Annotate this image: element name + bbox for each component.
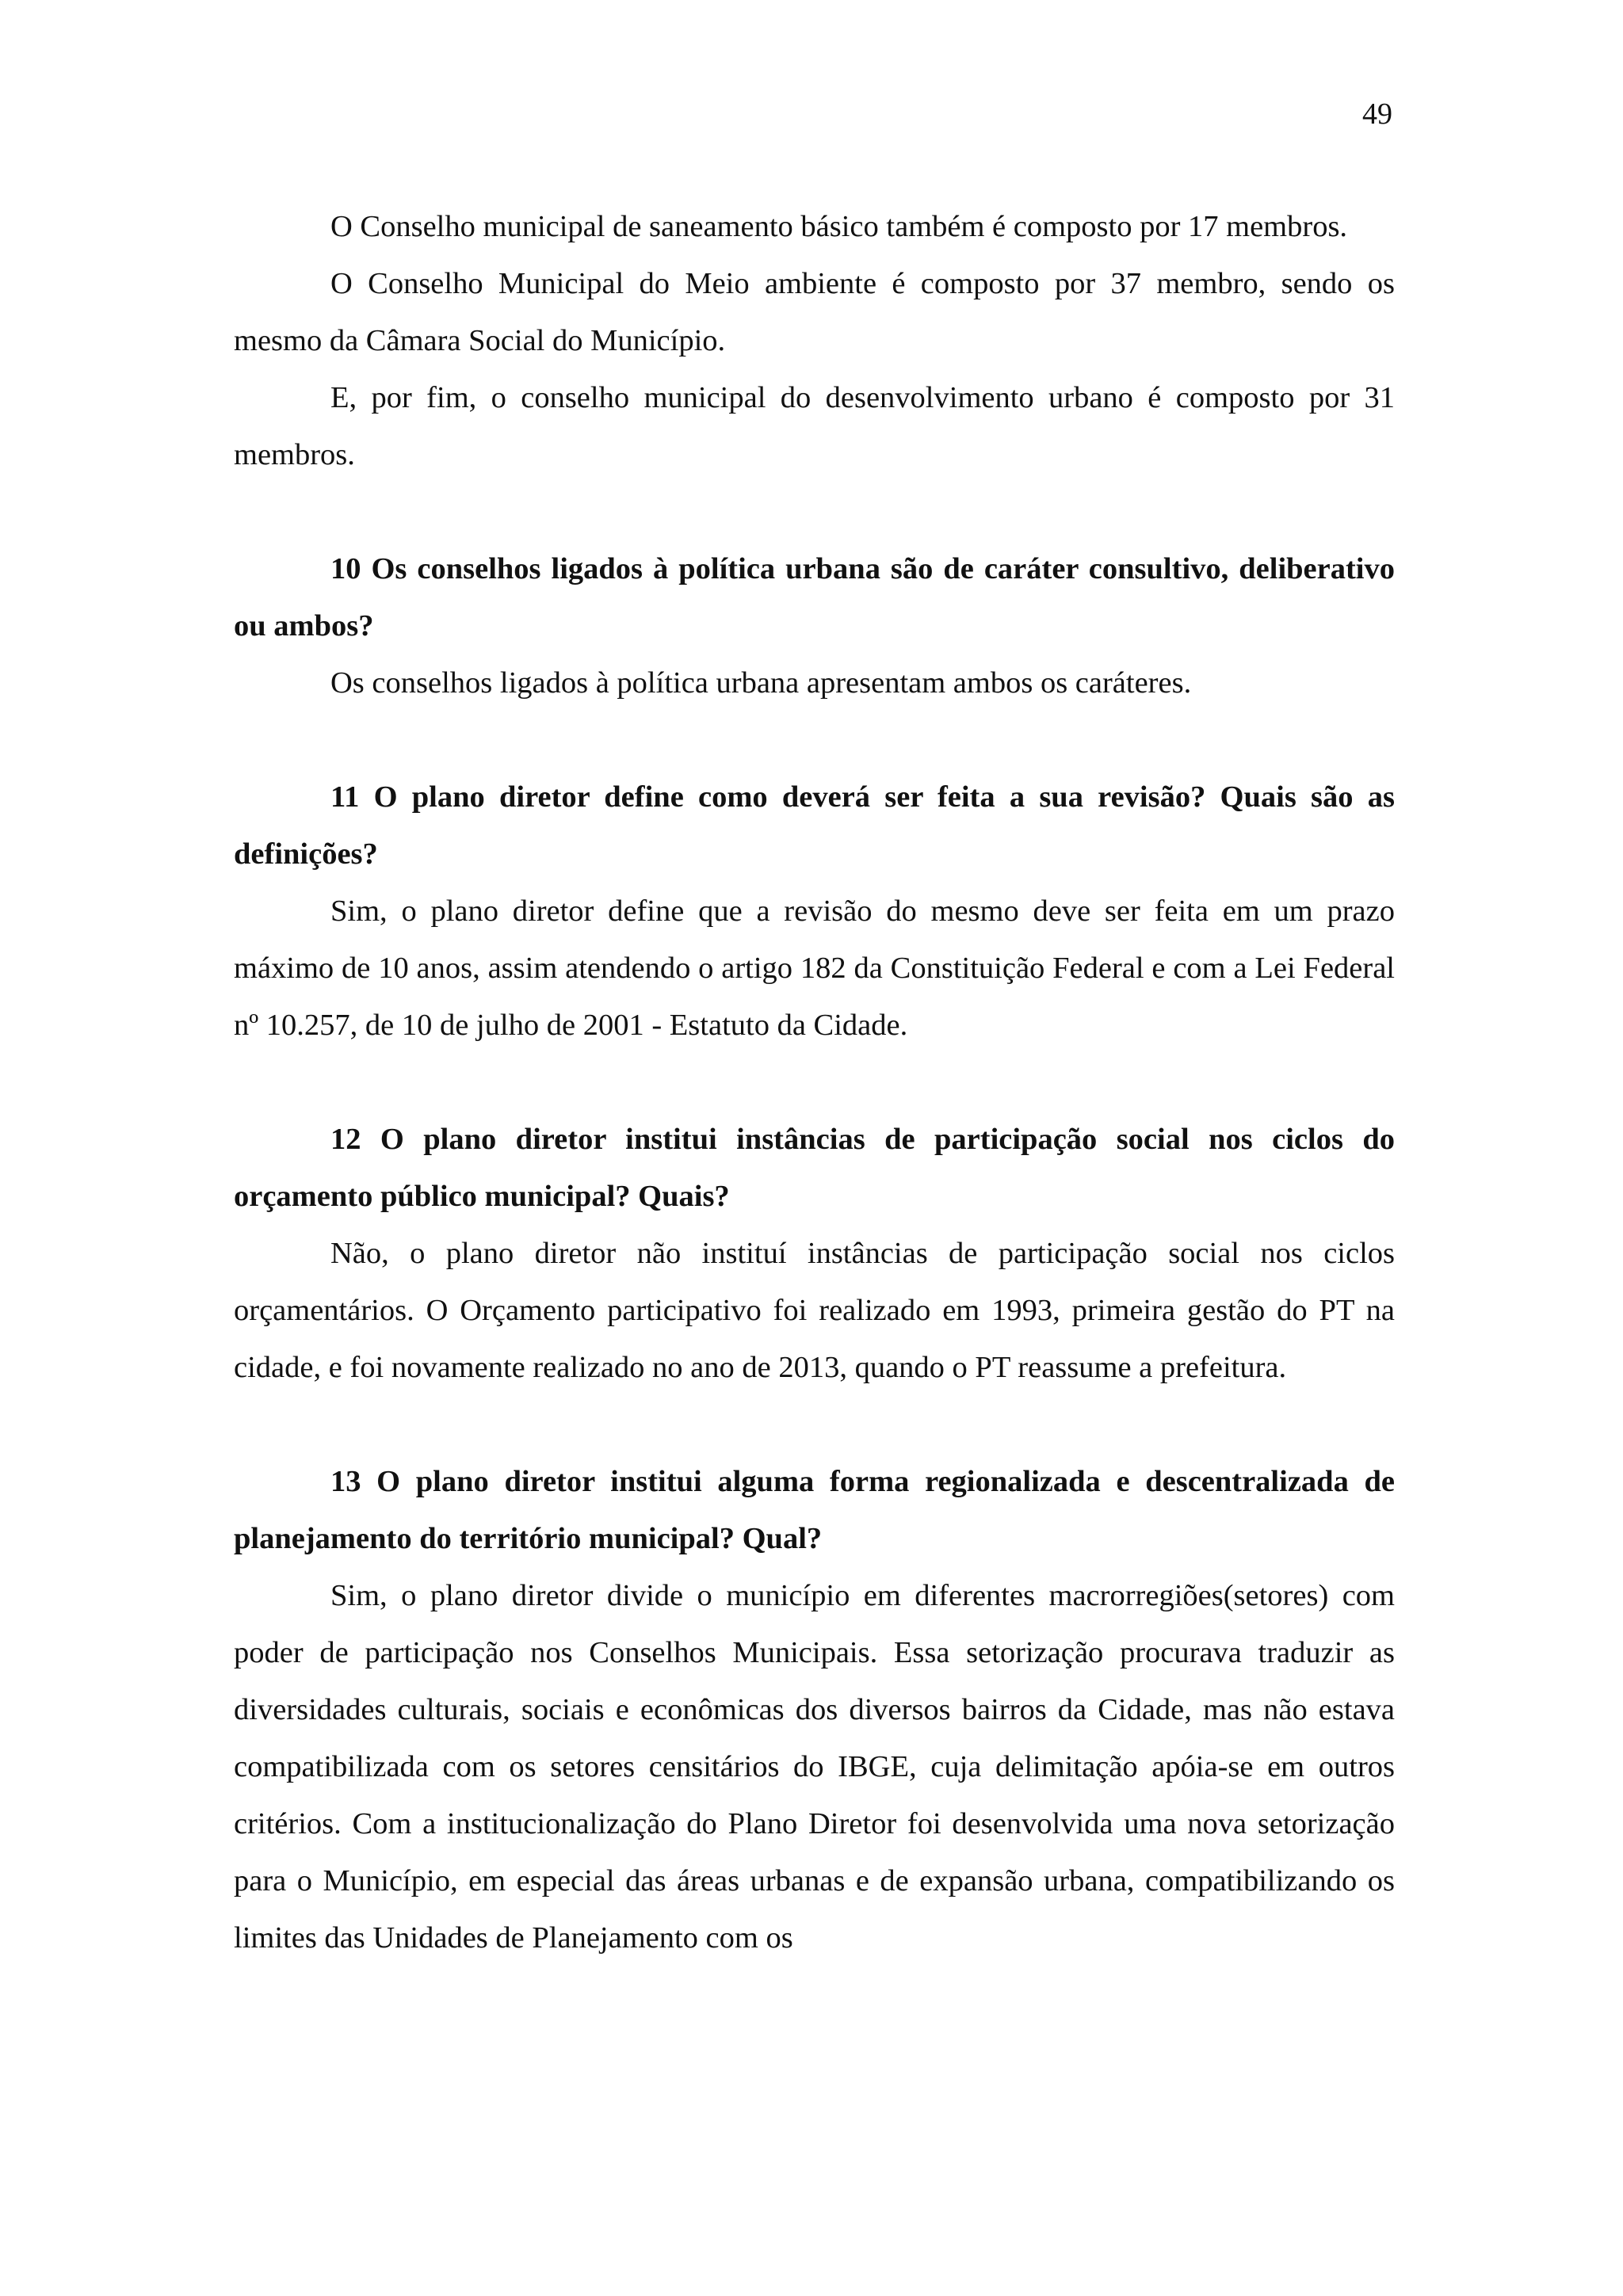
question-10-heading: 10 Os conselhos ligados à política urbana são de caráter consultivo, deliberativo ou ambos? xyxy=(234,552,1395,643)
section-spacer xyxy=(234,1396,1395,1453)
answer-13-paragraph: Sim, o plano diretor divide o município em diferentes macrorregiões(setores) com poder de participação nos Conselhos Municipais. Essa setorização procurava traduzir as diversidades culturais, sociais e econômicas dos diversos bairros da Cidade, mas não estava compatibilizada com os setores censitários do IBGE, cuja delimitação apóia-se em outros critérios. Com a institucionalização do Plano Diretor foi desenvolvida uma nova setorização para o Município, em especial das áreas urbanas e de expansão urbana, compatibilizando os limites das Unidades de Planejamento com os xyxy=(234,1579,1395,1955)
page-number: 49 xyxy=(1362,97,1392,131)
page-body xyxy=(234,198,1395,1966)
question-13-heading: 13 O plano diretor institui alguma forma regionalizada e descentralizada de planejamento do território municipal? Qual? xyxy=(234,1465,1395,1555)
section-spacer xyxy=(234,711,1395,769)
answer-10-paragraph: Os conselhos ligados à política urbana apresentam ambos os caráteres. xyxy=(330,666,1192,700)
paragraph-conselho-desenvolvimento-urbano: E, por fim, o conselho municipal do desenvolvimento urbano é composto por 31 membros. xyxy=(234,381,1395,471)
question-12-heading: 12 O plano diretor institui instâncias de participação social nos ciclos do orçamento público municipal? Quais? xyxy=(234,1123,1395,1213)
answer-11-paragraph: Sim, o plano diretor define que a revisão do mesmo deve ser feita em um prazo máximo de 10 anos, assim atendendo o artigo 182 da Constituição Federal e com a Lei Federal nº 10.257, de 10 de julho de 2001 - Estatuto da Cidade. xyxy=(234,894,1395,1042)
paragraph-conselho-saneamento: O Conselho municipal de saneamento básico também é composto por 17 membros. xyxy=(330,210,1348,243)
answer-12-paragraph: Não, o plano diretor não instituí instâncias de participação social nos ciclos orçamentários. O Orçamento participativo foi realizado em 1993, primeira gestão do PT na cidade, e foi novamente realizado no ano de 2013, quando o PT reassume a prefeitura. xyxy=(234,1237,1395,1384)
paragraph-conselho-meio-ambiente: O Conselho Municipal do Meio ambiente é composto por 37 membro, sendo os mesmo da Câmara Social do Município. xyxy=(234,267,1395,357)
section-spacer xyxy=(234,483,1395,540)
question-11-heading: 11 O plano diretor define como deverá ser feita a sua revisão? Quais são as definições? xyxy=(234,780,1395,871)
section-spacer xyxy=(234,1054,1395,1111)
